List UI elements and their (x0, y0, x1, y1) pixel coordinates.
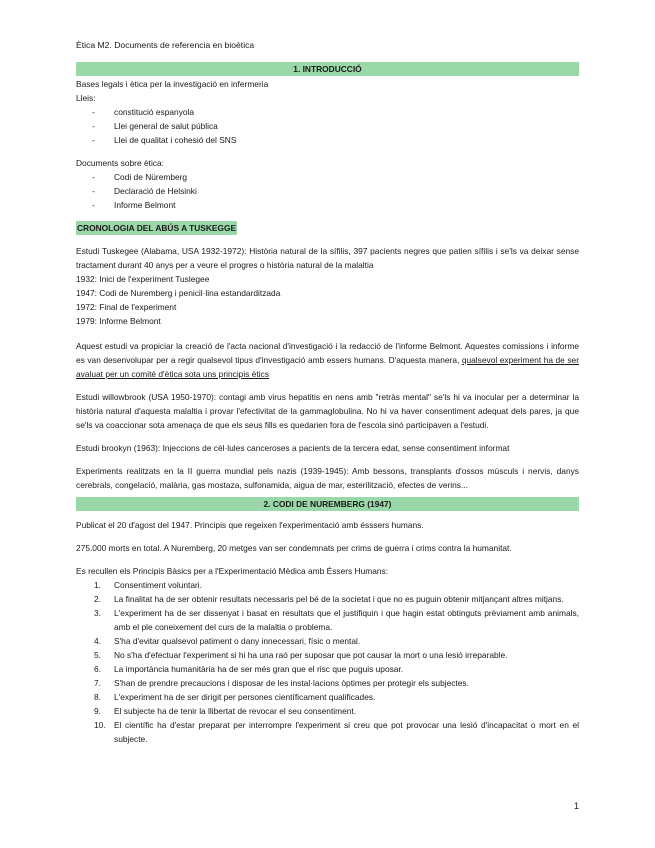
section-title-introduccio: 1. INTRODUCCIÓ (76, 62, 579, 76)
nazi-experiments: Experiments realitzats en la II guerra mundial pels nazis (1939-1945): Amb bessons, transplants d'ossos músculs i nervis, danys cerebrals, congelació, malària, gas mostaza, sulfonamida, aigua de mar, esterilització, efectes de verins... (76, 466, 579, 490)
timeline-item: 1972: Final de l'experiment (76, 302, 177, 312)
principle-item: 3. L'experiment ha de ser dissenyat i basat en resultats que el justifiquin i que hagin estat obtinguts prèviament amb animals, amb el ple coneixement del curs de la malaltia o problema. (94, 608, 579, 632)
docs-list (76, 170, 579, 212)
lleis-label: Lleis: (76, 93, 96, 103)
principle-item: 10. El científic ha d'estar preparat per interrompre l'experiment si creu que pot provocar una lesió d'incapacitat o mort en el subjecte. (94, 720, 579, 744)
list-item: - Llei general de salut pública (76, 119, 579, 133)
consequence-underlined: qualsevol experiment ha de ser avaluat per un comitè d'ètica sota uns principis ètics (76, 355, 580, 379)
lleis-list (76, 105, 579, 147)
timeline-item: 1947: Codi de Nuremberg i penicil·lina estandarditzada (76, 288, 281, 298)
docs-label: Documents sobre ètica: (76, 158, 164, 168)
nuremberg-deaths: 275.000 morts en total. A Nuremberg, 20 metges van ser condemnats per crims de guerra i crims contra la humanitat. (76, 543, 512, 553)
nuremberg-published: Publicat el 20 d'agost del 1947. Principis que regeixen l'experimentació amb ésssers humans. (76, 520, 424, 530)
list-item: - Codi de Nüremberg (76, 170, 579, 184)
principle-item: 1. Consentiment voluntari. (94, 580, 202, 590)
list-item: - Declaració de Helsinki (76, 184, 579, 198)
tuskegee-consequence (76, 339, 579, 381)
page-number: 1 (573, 801, 579, 811)
principle-item: 2. La finalitat ha de ser obtenir resultats necessaris pel bé de la societat i que no es puguin obtenir mitjançant altres mitjans. (94, 594, 564, 604)
principle-item: 9. El subjecte ha de tenir la llibertat de revocar el seu consentiment. (94, 706, 357, 716)
principle-item: 6. La importància humanitària ha de ser més gran que el risc que puguis uposar. (94, 664, 404, 674)
principle-item: 5. No s'ha d'efectuar l'experiment si hi ha una raó per suposar que pot causar la mort o una lesió irreparable. (94, 650, 508, 660)
intro-bases: Bases legals i ètica per la investigació en infermeria (76, 79, 269, 89)
timeline-item: 1932: Inici de l'experiment Tuslegee (76, 274, 210, 284)
tuskegee-heading: CRONOLOGIA DEL ABÚS A TUSKEGGE (77, 223, 237, 233)
willowbrook-study: Estudi willowbrook (USA 1950-1970): contagi amb virus hepatitis en nens amb "retràs mental" se'ls hi va inocular per a determinar la història natural d'aquesta malaltia i provar l'efectivitat de la gammaglobulina. No hi va haver consentiment adequat dels pares, ja que se'ls va coaccionar sota amenaça de que els seus fills es quedarien fora de l'escola sinó participaven a l'estudi. (76, 392, 579, 430)
timeline-item: 1979: Informe Belmont (76, 316, 161, 326)
tuskegee-timeline (76, 272, 579, 328)
principle-item: 4. S'ha d'evitar qualsevol patiment o dany innecessari, físic o mental. (94, 636, 361, 646)
document-header: Ètica M2. Documents de referencia en bioètica (76, 40, 255, 50)
list-item: - constitució espanyola (76, 105, 579, 119)
principle-item: 7. S'han de prendre precaucions i disposar de les instal·lacions òptimes per protegir els subjectes. (94, 678, 469, 688)
nuremberg-principles-intro: Es recullen els Principis Bàsics per a l'Experimentació Mèdica amb Éssers Humans: (76, 566, 389, 576)
section-title-nuremberg: 2. CODI DE NUREMBERG (1947) (76, 497, 579, 511)
list-item: - Llei de qualitat i cohesió del SNS (76, 133, 579, 147)
nuremberg-principles-list (76, 578, 579, 746)
consequence-text: Aquest estudi va propiciar la creació de l'acta nacional d'investigació i la redacció de l'informe Belmont. Aquestes comissions i informe es van desenvolupar per a regir qualsevol tipus d'investigació amb essers humans. D'aquesta manera, (76, 341, 579, 365)
list-item: - Informe Belmont (76, 198, 579, 212)
brookyn-study: Estudi brookyn (1963): Injeccions de cèl·lules canceroses a pacients de la tercera edat, sense consentiment informat (76, 443, 510, 453)
tuskegee-study: Estudi Tuskegee (Alabama, USA 1932-1972): Història natural de la sífilis, 397 pacients negres que patien sífilis i se'ls va deixar sense tractament durant 40 anys per a veure el progres o història natural de la malaltia (76, 246, 579, 270)
principle-item: 8. L'experiment ha de ser dirigit per persones científicament qualificades. (94, 692, 376, 702)
